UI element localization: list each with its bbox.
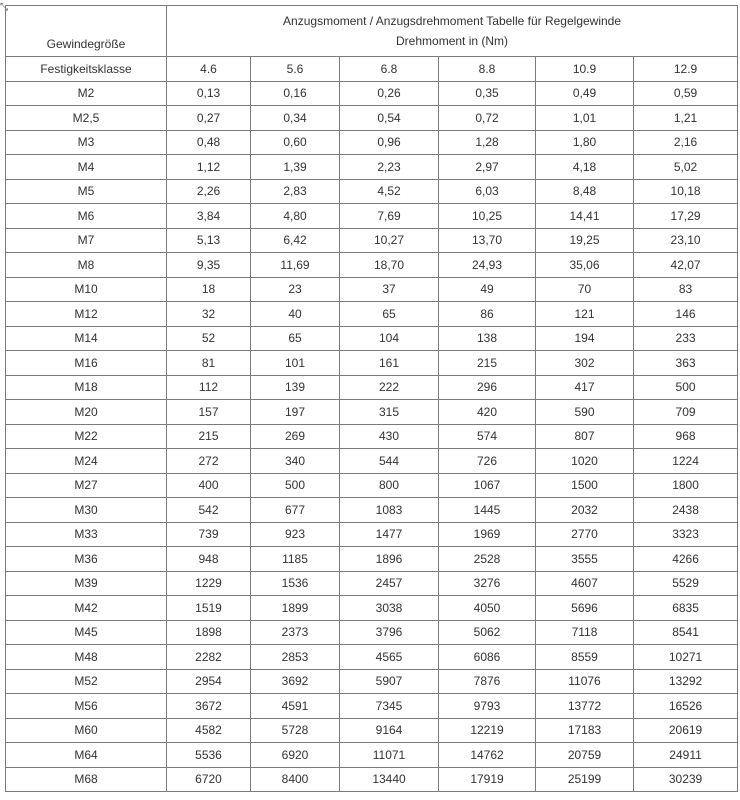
torque-value-cell: 1185 <box>251 547 340 572</box>
torque-value-cell: 3555 <box>536 547 634 572</box>
torque-value-cell: 35,06 <box>536 253 634 278</box>
thread-size-cell: M2 <box>6 81 167 106</box>
thread-size-cell: M52 <box>6 669 167 694</box>
torque-value-cell: 1898 <box>167 620 251 645</box>
torque-value-cell: 161 <box>340 351 439 376</box>
torque-value-cell: 222 <box>340 375 439 400</box>
torque-value-cell: 157 <box>167 400 251 425</box>
torque-value-cell: 0,34 <box>251 106 340 131</box>
torque-value-cell: 8400 <box>251 767 340 792</box>
torque-value-cell: 0,72 <box>439 106 536 131</box>
thread-size-cell: M39 <box>6 571 167 596</box>
torque-value-cell: 20759 <box>536 743 634 768</box>
torque-value-cell: 8,48 <box>536 179 634 204</box>
torque-value-cell: 5062 <box>439 620 536 645</box>
torque-value-cell: 430 <box>340 424 439 449</box>
thread-size-cell: M6 <box>6 204 167 229</box>
torque-value-cell: 16526 <box>634 694 738 719</box>
torque-value-cell: 296 <box>439 375 536 400</box>
thread-size-header: Gewindegröße <box>6 6 167 57</box>
table-row <box>6 645 738 670</box>
table-row <box>6 204 738 229</box>
torque-value-cell: 121 <box>536 302 634 327</box>
torque-value-cell: 2,97 <box>439 155 536 180</box>
torque-value-cell: 12219 <box>439 718 536 743</box>
torque-value-cell: 2528 <box>439 547 536 572</box>
torque-value-cell: 3692 <box>251 669 340 694</box>
torque-value-cell: 23 <box>251 277 340 302</box>
torque-value-cell: 24,93 <box>439 253 536 278</box>
torque-value-cell: 1,01 <box>536 106 634 131</box>
torque-value-cell: 1229 <box>167 571 251 596</box>
torque-value-cell: 3,84 <box>167 204 251 229</box>
torque-value-cell: 10,27 <box>340 228 439 253</box>
torque-value-cell: 23,10 <box>634 228 738 253</box>
table-row <box>6 400 738 425</box>
table-row <box>6 498 738 523</box>
torque-value-cell: 3672 <box>167 694 251 719</box>
torque-value-cell: 101 <box>251 351 340 376</box>
thread-size-cell: M8 <box>6 253 167 278</box>
torque-value-cell: 17,29 <box>634 204 738 229</box>
torque-value-cell: 112 <box>167 375 251 400</box>
table-row <box>6 277 738 302</box>
torque-value-cell: 18 <box>167 277 251 302</box>
torque-value-cell: 6720 <box>167 767 251 792</box>
table-row <box>6 424 738 449</box>
torque-value-cell: 233 <box>634 326 738 351</box>
torque-value-cell: 52 <box>167 326 251 351</box>
torque-value-cell: 1477 <box>340 522 439 547</box>
table-row <box>6 81 738 106</box>
torque-value-cell: 4565 <box>340 645 439 670</box>
torque-value-cell: 574 <box>439 424 536 449</box>
torque-value-cell: 0,35 <box>439 81 536 106</box>
torque-value-cell: 420 <box>439 400 536 425</box>
torque-value-cell: 2954 <box>167 669 251 694</box>
torque-value-cell: 86 <box>439 302 536 327</box>
torque-value-cell: 544 <box>340 449 439 474</box>
torque-value-cell: 0,27 <box>167 106 251 131</box>
thread-size-cell: M27 <box>6 473 167 498</box>
torque-value-cell: 500 <box>634 375 738 400</box>
torque-value-cell: 5529 <box>634 571 738 596</box>
torque-value-cell: 2,16 <box>634 130 738 155</box>
table-row <box>6 302 738 327</box>
torque-value-cell: 139 <box>251 375 340 400</box>
torque-value-cell: 10271 <box>634 645 738 670</box>
torque-value-cell: 14762 <box>439 743 536 768</box>
torque-value-cell: 0,48 <box>167 130 251 155</box>
torque-value-cell: 1500 <box>536 473 634 498</box>
torque-value-cell: 49 <box>439 277 536 302</box>
thread-size-cell: M60 <box>6 718 167 743</box>
torque-value-cell: 32 <box>167 302 251 327</box>
torque-value-cell: 800 <box>340 473 439 498</box>
torque-value-cell: 197 <box>251 400 340 425</box>
torque-value-cell: 1969 <box>439 522 536 547</box>
torque-value-cell: 269 <box>251 424 340 449</box>
table-row <box>6 571 738 596</box>
torque-value-cell: 65 <box>340 302 439 327</box>
torque-value-cell: 13440 <box>340 767 439 792</box>
torque-value-cell: 1,39 <box>251 155 340 180</box>
thread-size-cell: M24 <box>6 449 167 474</box>
torque-value-cell: 13772 <box>536 694 634 719</box>
table-row <box>6 596 738 621</box>
thread-size-cell: M3 <box>6 130 167 155</box>
table-row <box>6 253 738 278</box>
torque-value-cell: 8541 <box>634 620 738 645</box>
torque-value-cell: 923 <box>251 522 340 547</box>
torque-value-cell: 215 <box>167 424 251 449</box>
torque-table-container <box>5 5 737 792</box>
torque-value-cell: 7876 <box>439 669 536 694</box>
thread-size-cell: M45 <box>6 620 167 645</box>
table-row <box>6 718 738 743</box>
torque-value-cell: 807 <box>536 424 634 449</box>
torque-value-cell: 1,12 <box>167 155 251 180</box>
strength-class-cell: 10.9 <box>536 57 634 82</box>
table-row <box>6 473 738 498</box>
thread-size-cell: M48 <box>6 645 167 670</box>
torque-value-cell: 315 <box>340 400 439 425</box>
torque-value-cell: 1536 <box>251 571 340 596</box>
thread-size-cell: M16 <box>6 351 167 376</box>
torque-value-cell: 726 <box>439 449 536 474</box>
torque-value-cell: 2457 <box>340 571 439 596</box>
table-row <box>6 547 738 572</box>
torque-value-cell: 37 <box>340 277 439 302</box>
torque-value-cell: 17183 <box>536 718 634 743</box>
torque-value-cell: 9793 <box>439 694 536 719</box>
torque-value-cell: 138 <box>439 326 536 351</box>
torque-value-cell: 1083 <box>340 498 439 523</box>
torque-value-cell: 8559 <box>536 645 634 670</box>
torque-value-cell: 2,26 <box>167 179 251 204</box>
thread-size-cell: M7 <box>6 228 167 253</box>
torque-value-cell: 20619 <box>634 718 738 743</box>
thread-size-cell: M22 <box>6 424 167 449</box>
torque-value-cell: 42,07 <box>634 253 738 278</box>
torque-value-cell: 0,13 <box>167 81 251 106</box>
torque-value-cell: 13292 <box>634 669 738 694</box>
torque-value-cell: 0,96 <box>340 130 439 155</box>
table-row <box>6 130 738 155</box>
torque-value-cell: 709 <box>634 400 738 425</box>
torque-value-cell: 18,70 <box>340 253 439 278</box>
torque-value-cell: 2032 <box>536 498 634 523</box>
torque-value-cell: 10,18 <box>634 179 738 204</box>
torque-value-cell: 17919 <box>439 767 536 792</box>
torque-value-cell: 3796 <box>340 620 439 645</box>
thread-size-cell: M4 <box>6 155 167 180</box>
torque-value-cell: 968 <box>634 424 738 449</box>
table-row <box>6 106 738 131</box>
torque-value-cell: 590 <box>536 400 634 425</box>
thread-size-cell: M12 <box>6 302 167 327</box>
thread-size-cell: M20 <box>6 400 167 425</box>
torque-value-cell: 0,26 <box>340 81 439 106</box>
torque-value-cell: 0,59 <box>634 81 738 106</box>
torque-value-cell: 5536 <box>167 743 251 768</box>
torque-value-cell: 3323 <box>634 522 738 547</box>
table-header-row <box>6 6 738 57</box>
strength-class-row <box>6 57 738 82</box>
table-title-line1: Anzugsmoment / Anzugsdrehmoment Tabelle für Regelgewinde <box>283 14 622 28</box>
table-title-line2: Drehmoment in (Nm) <box>396 34 509 48</box>
torque-value-cell: 70 <box>536 277 634 302</box>
torque-value-cell: 4,52 <box>340 179 439 204</box>
torque-value-cell: 6,03 <box>439 179 536 204</box>
torque-value-cell: 4,18 <box>536 155 634 180</box>
torque-value-cell: 1899 <box>251 596 340 621</box>
torque-value-cell: 5728 <box>251 718 340 743</box>
torque-value-cell: 3276 <box>439 571 536 596</box>
thread-size-cell: M2,5 <box>6 106 167 131</box>
torque-value-cell: 1,80 <box>536 130 634 155</box>
table-row <box>6 228 738 253</box>
table-row <box>6 669 738 694</box>
torque-value-cell: 1519 <box>167 596 251 621</box>
torque-value-cell: 1800 <box>634 473 738 498</box>
torque-value-cell: 3038 <box>340 596 439 621</box>
table-row <box>6 375 738 400</box>
torque-value-cell: 1067 <box>439 473 536 498</box>
torque-value-cell: 24911 <box>634 743 738 768</box>
torque-table <box>5 5 738 792</box>
torque-value-cell: 4582 <box>167 718 251 743</box>
torque-value-cell: 11071 <box>340 743 439 768</box>
torque-value-cell: 11,69 <box>251 253 340 278</box>
torque-value-cell: 4050 <box>439 596 536 621</box>
torque-value-cell: 0,16 <box>251 81 340 106</box>
torque-value-cell: 9164 <box>340 718 439 743</box>
torque-value-cell: 302 <box>536 351 634 376</box>
torque-value-cell: 19,25 <box>536 228 634 253</box>
table-row <box>6 694 738 719</box>
strength-class-label: Festigkeitsklasse <box>6 57 167 82</box>
torque-value-cell: 6086 <box>439 645 536 670</box>
strength-class-cell: 5.6 <box>251 57 340 82</box>
torque-value-cell: 7118 <box>536 620 634 645</box>
torque-value-cell: 500 <box>251 473 340 498</box>
torque-value-cell: 5696 <box>536 596 634 621</box>
torque-value-cell: 0,54 <box>340 106 439 131</box>
torque-value-cell: 6835 <box>634 596 738 621</box>
torque-value-cell: 6920 <box>251 743 340 768</box>
table-row <box>6 351 738 376</box>
torque-value-cell: 6,42 <box>251 228 340 253</box>
thread-size-cell: M33 <box>6 522 167 547</box>
table-body <box>6 6 738 792</box>
torque-value-cell: 2853 <box>251 645 340 670</box>
torque-value-cell: 2,83 <box>251 179 340 204</box>
torque-value-cell: 5907 <box>340 669 439 694</box>
torque-value-cell: 2282 <box>167 645 251 670</box>
resize-icon: ⤡ <box>0 2 8 13</box>
torque-value-cell: 400 <box>167 473 251 498</box>
torque-value-cell: 4607 <box>536 571 634 596</box>
table-row <box>6 620 738 645</box>
table-title <box>167 6 738 57</box>
torque-value-cell: 417 <box>536 375 634 400</box>
table-row <box>6 767 738 792</box>
torque-value-cell: 1,28 <box>439 130 536 155</box>
strength-class-cell: 6.8 <box>340 57 439 82</box>
thread-size-cell: M56 <box>6 694 167 719</box>
torque-value-cell: 65 <box>251 326 340 351</box>
torque-value-cell: 1020 <box>536 449 634 474</box>
table-row <box>6 743 738 768</box>
torque-value-cell: 1445 <box>439 498 536 523</box>
torque-value-cell: 4266 <box>634 547 738 572</box>
torque-value-cell: 25199 <box>536 767 634 792</box>
torque-value-cell: 272 <box>167 449 251 474</box>
thread-size-cell: M14 <box>6 326 167 351</box>
torque-value-cell: 83 <box>634 277 738 302</box>
table-row <box>6 179 738 204</box>
torque-value-cell: 1,21 <box>634 106 738 131</box>
torque-value-cell: 2770 <box>536 522 634 547</box>
torque-value-cell: 2438 <box>634 498 738 523</box>
torque-value-cell: 11076 <box>536 669 634 694</box>
torque-value-cell: 677 <box>251 498 340 523</box>
thread-size-cell: M30 <box>6 498 167 523</box>
torque-value-cell: 9,35 <box>167 253 251 278</box>
torque-value-cell: 340 <box>251 449 340 474</box>
torque-value-cell: 4,80 <box>251 204 340 229</box>
table-row <box>6 326 738 351</box>
torque-value-cell: 2373 <box>251 620 340 645</box>
torque-value-cell: 7,69 <box>340 204 439 229</box>
torque-value-cell: 40 <box>251 302 340 327</box>
strength-class-cell: 8.8 <box>439 57 536 82</box>
torque-value-cell: 14,41 <box>536 204 634 229</box>
torque-value-cell: 13,70 <box>439 228 536 253</box>
strength-class-cell: 4.6 <box>167 57 251 82</box>
torque-value-cell: 0,60 <box>251 130 340 155</box>
torque-value-cell: 30239 <box>634 767 738 792</box>
table-row <box>6 522 738 547</box>
thread-size-cell: M5 <box>6 179 167 204</box>
torque-value-cell: 7345 <box>340 694 439 719</box>
torque-value-cell: 0,49 <box>536 81 634 106</box>
table-row <box>6 449 738 474</box>
torque-value-cell: 1896 <box>340 547 439 572</box>
torque-value-cell: 948 <box>167 547 251 572</box>
torque-value-cell: 5,13 <box>167 228 251 253</box>
torque-value-cell: 2,23 <box>340 155 439 180</box>
thread-size-cell: M64 <box>6 743 167 768</box>
thread-size-cell: M10 <box>6 277 167 302</box>
torque-value-cell: 363 <box>634 351 738 376</box>
thread-size-cell: M42 <box>6 596 167 621</box>
torque-value-cell: 1224 <box>634 449 738 474</box>
thread-size-cell: M68 <box>6 767 167 792</box>
torque-value-cell: 81 <box>167 351 251 376</box>
thread-size-cell: M18 <box>6 375 167 400</box>
torque-value-cell: 146 <box>634 302 738 327</box>
torque-value-cell: 194 <box>536 326 634 351</box>
table-row <box>6 155 738 180</box>
torque-value-cell: 4591 <box>251 694 340 719</box>
thread-size-cell: M36 <box>6 547 167 572</box>
torque-value-cell: 104 <box>340 326 439 351</box>
strength-class-cell: 12.9 <box>634 57 738 82</box>
torque-value-cell: 739 <box>167 522 251 547</box>
torque-value-cell: 10,25 <box>439 204 536 229</box>
torque-value-cell: 215 <box>439 351 536 376</box>
torque-value-cell: 5,02 <box>634 155 738 180</box>
torque-value-cell: 542 <box>167 498 251 523</box>
